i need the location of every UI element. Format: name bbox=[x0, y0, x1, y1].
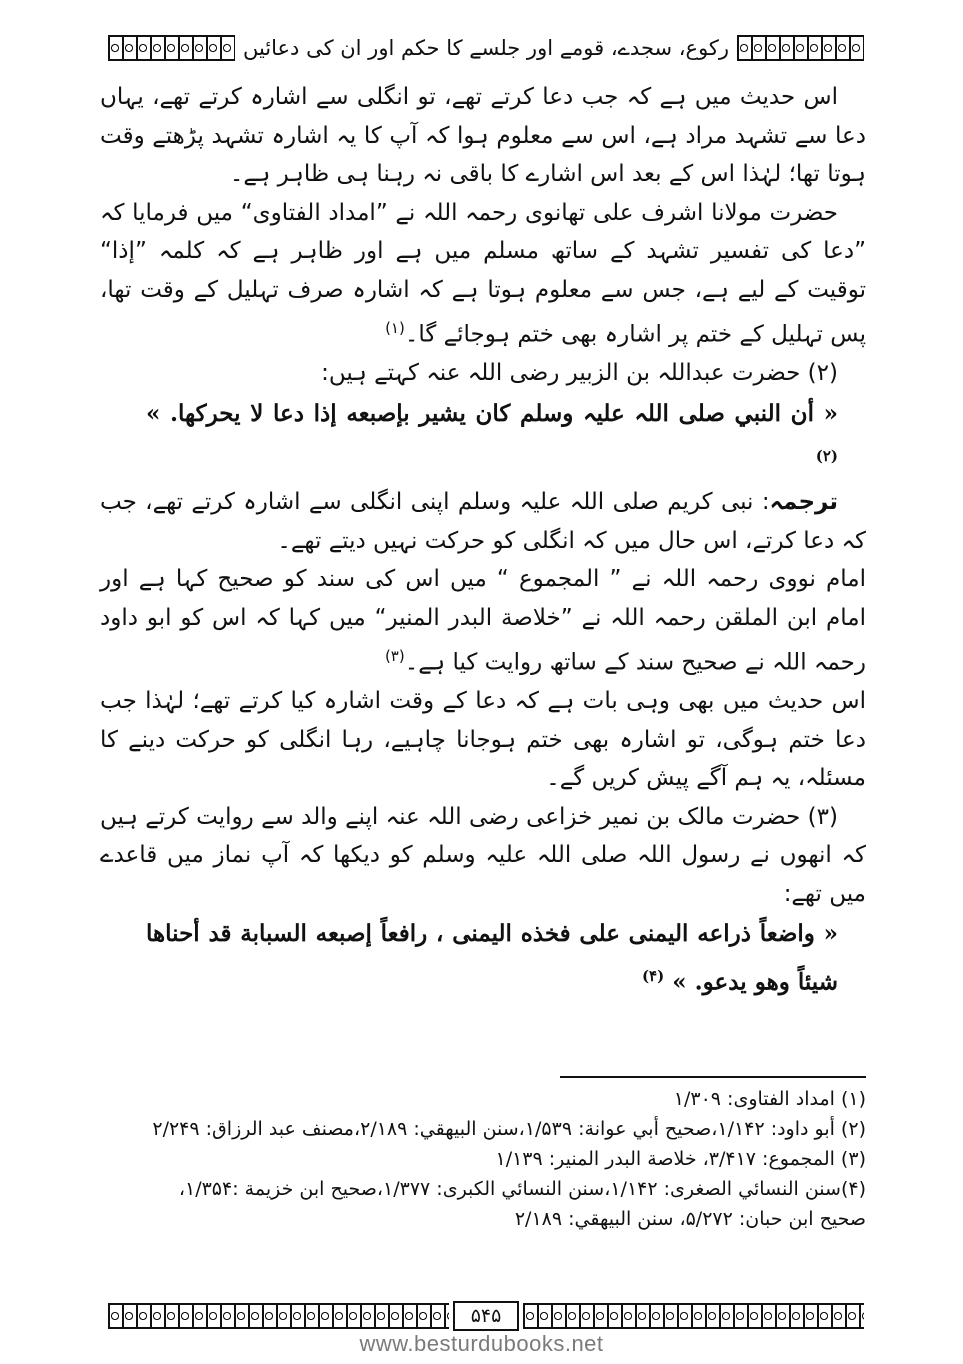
footer-ornament-left bbox=[108, 1303, 449, 1329]
paragraph-6-text: اس حدیث میں بھی وہی بات ہے کہ دعا کے وقت اشارہ کیا کرتے تھے؛ لہٰذا جب دعا ختم ہوگی، تو اشارہ بھی ختم ہوجانا چاہیے، رہا انگلی کو حرکت دینے کا مسئلہ، یہ ہم آگے پیش کریں گے۔ bbox=[100, 688, 866, 792]
footer-ornament-right bbox=[523, 1303, 864, 1329]
paragraph-3 bbox=[100, 354, 866, 393]
footnote-2: (۲) أبو داود: ۱/۱۴۲،صحيح أبي عوانة: ۱/۵۳۹،سنن البيهقي: ۲/۱۸۹،مصنف عبد الرزاق: ۲/۲۴۹ bbox=[152, 1118, 866, 1140]
arabic-hadith-1-text: « أن النبي صلی اللہ علیہ وسلم كان يشير بإصبعه إذا دعا لا يحركها. » bbox=[146, 399, 838, 427]
paragraph-2-text: حضرت مولانا اشرف علی تھانوی رحمہ اللہ نے ”امداد الفتاوی“ میں فرمایا کہ ”دعا کی تفسیر تشہد کے ساتھ مسلم میں ہے اور ظاہر ہے کہ کلمہ ”إذا“ توقیت کے لیے ہے، جس سے معلوم ہوتا ہے کہ اشارہ صرف تہلیل کے وقت تھا، پس تہلیل کے ختم پر اشارہ بھی ختم ہوجائے گا۔ bbox=[100, 199, 866, 348]
paragraph-5-text: امام نووی رحمہ اللہ نے ” المجموع “ میں اس کی سند کو صحیح کہا ہے اور امام ابن الملقن رحمہ اللہ نے ”خلاصة البدر المنير“ میں کہا کہ اس کو ابو داود رحمہ اللہ نے صحیح سند کے ساتھ روایت کیا ہے۔ bbox=[100, 566, 866, 676]
paragraph-1-text: اس حدیث میں ہے کہ جب دعا کرتے تھے، تو انگلی سے اشارہ کرتے تھے، یہاں دعا سے تشہد مراد ہے، اس سے معلوم ہوا کہ آپ کا یہ اشارہ تشہد پڑھتے وقت ہوتا تھا؛ لہٰذا اس کے بعد اس اشارے کا باقی نہ رہنا ہی ظاہر ہے۔ bbox=[100, 84, 866, 187]
arabic-hadith-2-text: « واضعاً ذراعه اليمنى على فخذه اليمنى ، رافعاً إصبعه السبابة قد أحناها شيئاً وهو يدعو. » bbox=[146, 920, 838, 997]
arabic-hadith-1 bbox=[100, 393, 866, 484]
header-title: رکوع، سجدے، قومے اور جلسے کا حکم اور ان کی دعائیں bbox=[242, 36, 730, 60]
body-text bbox=[100, 78, 866, 1004]
paragraph-6 bbox=[100, 682, 866, 798]
footnote-4-continued: صحيح ابن حبان: ۵/۲۷۲، سنن البيهقي: ۲/۱۸۹ bbox=[514, 1208, 866, 1230]
footnote-ref-1: (۱) bbox=[385, 319, 405, 337]
footnotes bbox=[100, 1084, 866, 1234]
paragraph-3-text: (۲) حضرت عبداللہ بن الزبیر رضی اللہ عنہ کہتے ہیں: bbox=[321, 360, 838, 387]
footnote-4: (۴)سنن النسائي الصغرى: ۱/۱۴۲،سنن النسائي الكبرى: ۱/۳۷۷،صحيح ابن خزيمة :۱/۳۵۴، bbox=[178, 1178, 866, 1200]
paragraph-1 bbox=[100, 78, 866, 194]
page-header bbox=[108, 30, 864, 66]
translation-label: ترجمہ bbox=[769, 489, 838, 516]
paragraph-7 bbox=[100, 798, 866, 914]
header-ornament-right bbox=[737, 35, 864, 61]
footnote-1: (۱) امداد الفتاوی: ۱/۳۰۹ bbox=[673, 1088, 866, 1110]
translation-paragraph bbox=[100, 483, 866, 560]
translation-text: : نبی کریم صلی اللہ علیہ وسلم اپنی انگلی سے اشارہ کرتے تھے، جب کہ دعا کرتے، اس حال میں کہ انگلی کو حرکت نہیں دیتے تھے۔ bbox=[100, 489, 866, 554]
watermark-url: www.besturdubooks.net bbox=[359, 1331, 604, 1356]
footnote-ref-2: (۲) bbox=[815, 446, 838, 465]
page-number: ۵۴۵ bbox=[453, 1301, 519, 1331]
footnote-ref-3: (۳) bbox=[384, 647, 405, 666]
paragraph-5 bbox=[100, 560, 866, 682]
page-footer bbox=[108, 1301, 864, 1331]
header-ornament-left bbox=[108, 35, 235, 61]
footnote-3: (۳) المجموع: ۳/۴۱۷، خلاصة البدر المنير: ۱/۱۳۹ bbox=[495, 1148, 866, 1170]
footnote-ref-4: (۴) bbox=[641, 967, 665, 986]
footnote-divider bbox=[560, 1076, 866, 1078]
arabic-hadith-2 bbox=[100, 913, 866, 1004]
paragraph-2 bbox=[100, 194, 866, 355]
paragraph-7-text: (۳) حضرت مالک بن نمیر خزاعی رضی اللہ عنہ اپنے والد سے روایت کرتے ہیں کہ انھوں نے رسول اللہ صلی اللہ علیہ وسلم کو دیکھا کہ آپ نماز میں قاعدے میں تھے: bbox=[100, 803, 866, 907]
